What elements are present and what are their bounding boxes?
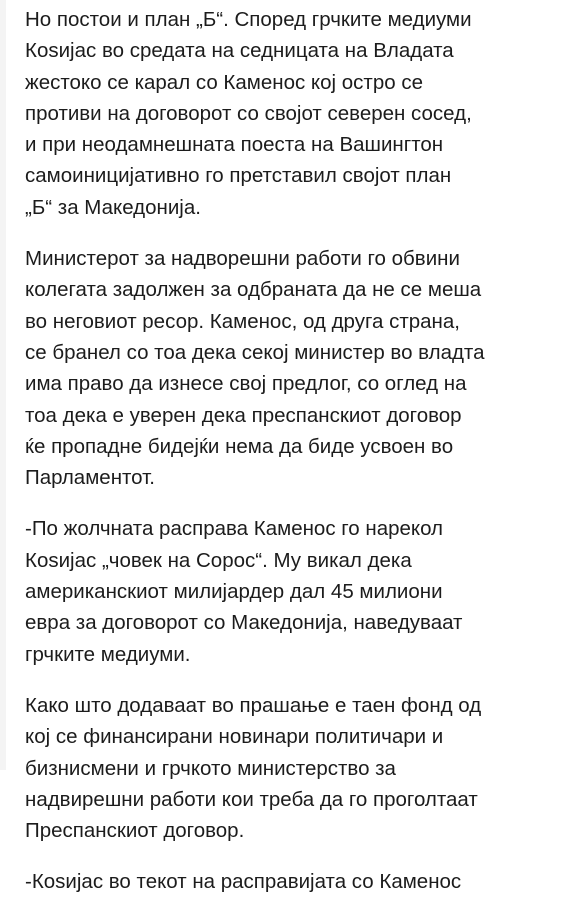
paragraph: [25, 690, 570, 846]
text-line: самоиницијативно го претставил својот план: [25, 164, 452, 188]
text-line: Преспанскиот договор.: [25, 819, 245, 843]
text-line: противи на договорот со својот северен сосед,: [25, 101, 472, 125]
text-line: во неговиот ресор. Каменос, од друга страна,: [25, 309, 460, 333]
text-line: и при неодамнешната поеста на Вашингтон: [25, 133, 444, 157]
text-line: -Коѕијас во текот на расправијата со Каменос: [25, 870, 462, 894]
text-line: бизнисмени и грчкото министерство за: [25, 756, 396, 780]
text-line: има право да изнесе свој предлог, со оглед на: [25, 372, 467, 396]
text-line: колегата задолжен за одбраната да не се меша: [25, 278, 482, 302]
text-line: жестоко се карал со Каменос кој остро се: [25, 70, 423, 94]
paragraph: [25, 4, 570, 223]
text-line: евра за договорот со Македонија, наведуваат: [25, 611, 463, 635]
text-line: се бранел со тоа дека секој министер во владта: [25, 340, 485, 364]
left-border: [0, 0, 6, 770]
text-line: Коѕијас „човек на Сорос“. Му викал дека: [25, 548, 412, 572]
text-line: Парламентот.: [25, 466, 155, 490]
paragraph: [25, 243, 570, 493]
text-line: тоа дека е уверен дека преспанскиот договор: [25, 403, 462, 427]
text-line: Министерот за надворешни работи го обвини: [25, 247, 460, 271]
text-line: надвирешни работи кои треба да го проголтаат: [25, 787, 478, 811]
text-line: Како што додаваат во прашање е таен фонд од: [25, 693, 482, 717]
text-line: грчките медиуми.: [25, 642, 191, 666]
text-line: -По жолчната расправа Каменос го нарекол: [25, 517, 444, 541]
article-body: [25, 4, 570, 918]
text-line: Но постои и план „Б“. Според грчките медиуми: [25, 8, 472, 31]
text-line: Коѕијас во средата на седницата на Владата: [25, 39, 454, 63]
paragraph: [25, 866, 570, 897]
paragraph: [25, 513, 570, 669]
text-line: ќе пропадне бидејќи нема да биде усвоен во: [25, 434, 454, 458]
text-line: американскиот милијардер дал 45 милиони: [25, 580, 443, 604]
text-line: кој се финансирани новинари политичари и: [25, 725, 444, 749]
text-line: „Б“ за Македонија.: [25, 195, 201, 219]
